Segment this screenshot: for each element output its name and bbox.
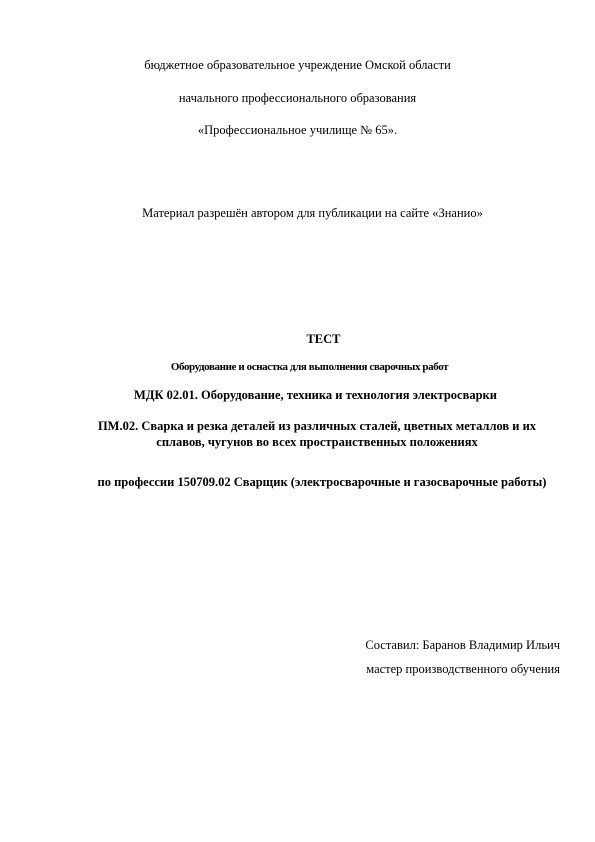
compiled-by: Составил: Баранов Владимир Ильич bbox=[365, 638, 560, 652]
mdk-line: МДК 02.01. Оборудование, техника и технология электросварки bbox=[134, 388, 497, 402]
pm-line: ПМ.02. Сварка и резка деталей из различных сталей, цветных металлов и их сплавов, чугунов во всех пространственных положениях bbox=[97, 419, 537, 449]
test-title: ТЕСТ bbox=[306, 332, 341, 346]
institution-line-2: начального профессионального образования bbox=[178, 91, 417, 105]
author-position: мастер производственного обучения bbox=[366, 662, 560, 676]
test-subject: Оборудование и оснастка для выполнения сварочных работ bbox=[170, 361, 449, 373]
profession-line: по профессии 150709.02 Сварщик (электросварочные и газосварочные работы) bbox=[97, 475, 547, 489]
institution-line-3: «Профессиональное училище № 65». bbox=[197, 123, 398, 137]
institution-line-1: бюджетное образовательное учреждение Омской области bbox=[144, 58, 451, 72]
permission-note: Материал разрешён автором для публикации на сайте «Знанио» bbox=[142, 206, 483, 220]
